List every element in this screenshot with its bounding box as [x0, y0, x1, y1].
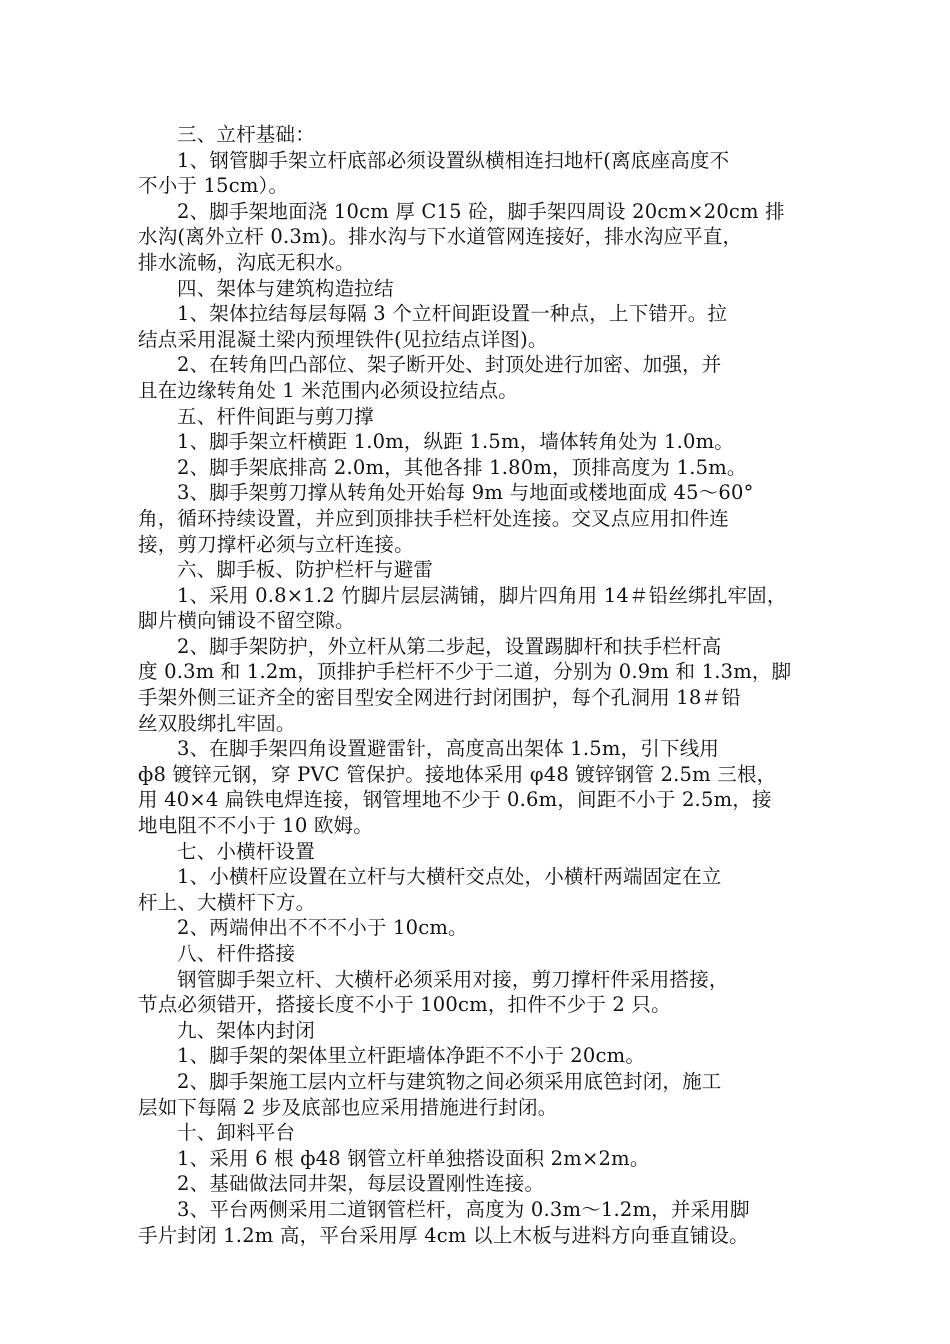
body-paragraph: 2、基础做法同井架，每层设置刚性连接。 — [177, 1172, 545, 1196]
body-paragraph: 2、在转角凹凸部位、架子断开处、封顶处进行加密、加强，并 且在边缘转角处 1 米范围内必须设拉结点。 — [138, 353, 722, 402]
body-paragraph: 1、钢管脚手架立杆底部必须设置纵横相连扫地杆(离底座高度不 不小于 15cm）。 — [138, 148, 730, 198]
section-heading: 五、杆件间距与剪刀撑 — [177, 404, 375, 428]
body-paragraph: 2、脚手架防护，外立杆从第二步起，设置踢脚杆和扶手栏杆高 度 0.3m 和 1.2m，顶排护手栏杆不少于二道，分别为 0.9m 和 1.3m，脚 手架外侧三证齐全的密目型安全网进行封闭围护，每个孔洞用 18＃铅 丝双股绑扎牢固。 — [138, 634, 792, 735]
body-paragraph: 2、脚手架施工层内立杆与建筑物之间必须采用底笆封闭，施工 层如下每隔 2 步及底部也应采用措施进行封闭。 — [138, 1069, 722, 1119]
body-paragraph: 1、采用 0.8×1.2 竹脚片层层满铺，脚片四角用 14＃铅丝绑扎牢固， 脚片横向铺设不留空隙。 — [138, 583, 787, 633]
body-paragraph: 1、采用 6 根 ф48 钢管立杆单独搭设面积 2m×2m。 — [177, 1146, 650, 1170]
body-paragraph: 2、脚手架底排高 2.0m，其他各排 1.80m，顶排高度为 1.5m。 — [177, 455, 747, 479]
body-paragraph: 2、脚手架地面浇 10cm 厚 C15 砼，脚手架四周设 20cm×20cm 排 水沟(离外立杆 0.3m)。排水沟与下水道管网连接好，排水沟应平直， 排水流畅，沟底无积水。 — [138, 199, 785, 274]
body-paragraph: 1、小横杆应设置在立杆与大横杆交点处，小横杆两端固定在立 杆上、大横杆下方。 — [138, 865, 722, 914]
section-heading: 四、架体与建筑构造拉结 — [177, 276, 394, 300]
section-heading: 六、脚手板、防护栏杆与避雷 — [177, 558, 434, 582]
document-body — [138, 122, 814, 1248]
section-heading: 十、卸料平台 — [177, 1121, 296, 1145]
body-paragraph: 3、脚手架剪刀撑从转角处开始每 9m 与地面或楼地面成 45～60° 角，循环持续设置，并应到顶排扶手栏杆处连接。交叉点应用扣件连 接，剪刀撑杆必须与立杆连接。 — [138, 481, 754, 556]
body-paragraph: 2、两端伸出不不不小于 10cm。 — [177, 916, 468, 940]
body-paragraph: 1、脚手架的架体里立杆距墙体净距不不小于 20cm。 — [177, 1044, 646, 1068]
body-paragraph: 3、平台两侧采用二道钢管栏杆，高度为 0.3m～1.2m，并采用脚 手片封闭 1.2m 高，平台采用厚 4cm 以上木板与进料方向垂直铺设。 — [138, 1197, 750, 1247]
body-paragraph: 3、在脚手架四角设置避雷针，高度高出架体 1.5m，引下线用 ф8 镀锌元钢，穿 PVC 管保护。接地体采用 φ48 镀锌钢管 2.5m 三根， 用 40×4 扁铁电焊连接，钢管埋地不少于 0.6m，间距不小于 2.5m，接 地电阻不不小于 10 欧姆。 — [138, 737, 777, 838]
body-paragraph: 钢管脚手架立杆、大横杆必须采用对接，剪刀撑杆件采用搭接， 节点必须错开，搭接长度不小于 100cm，扣件不少于 2 只。 — [138, 967, 729, 1017]
section-heading: 三、立杆基础： — [177, 123, 315, 146]
section-heading: 七、小横杆设置 — [177, 839, 315, 863]
section-heading: 九、架体内封闭 — [177, 1018, 315, 1042]
body-paragraph: 1、脚手架立杆横距 1.0m，纵距 1.5m，墙体转角处为 1.0m。 — [177, 430, 735, 454]
body-paragraph: 1、架体拉结每层每隔 3 个立杆间距设置一种点，上下错开。拉 结点采用混凝土梁内预埋铁件(见拉结点详图)。 — [138, 302, 728, 351]
section-heading: 八、杆件搭接 — [177, 942, 296, 965]
